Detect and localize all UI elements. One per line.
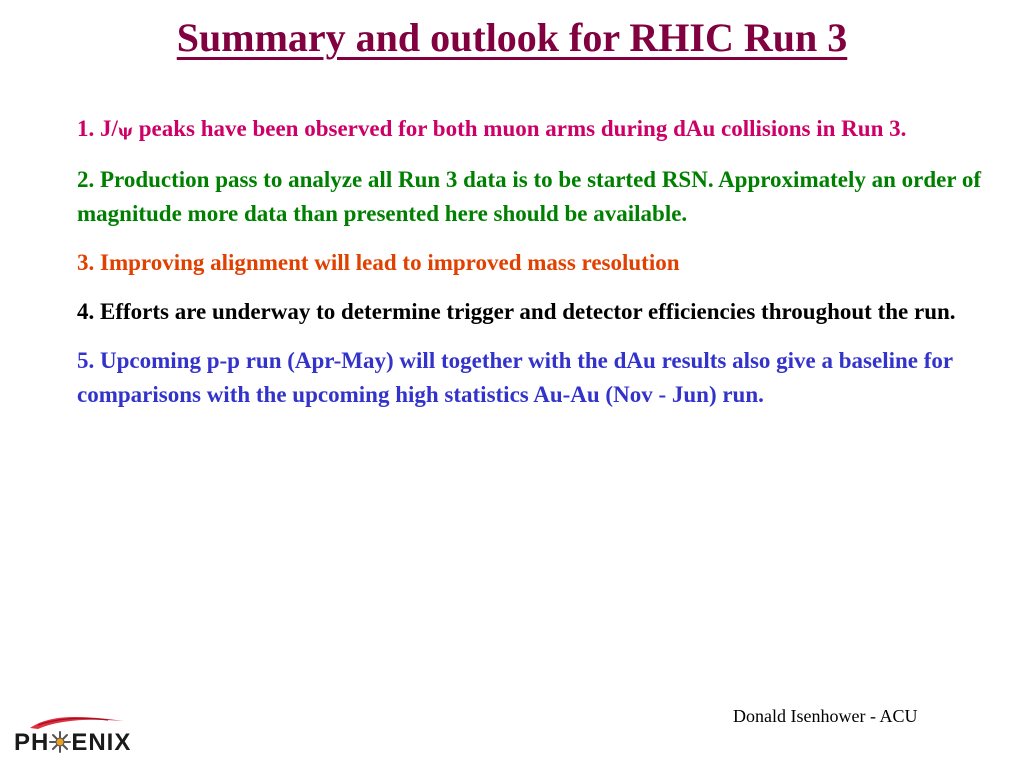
summary-point-4: 4. Efforts are underway to determine trigger and detector efficiencies throughout the run. [77,299,956,324]
slide-title-text: Summary and outlook for RHIC Run 3 [176,15,848,60]
summary-point-1 [77,112,997,148]
footer-author: Donald Isenhower - ACU [733,706,918,726]
point-1-prefix: 1. J/ [77,116,118,141]
slide-title [0,10,1024,66]
logo-wordmark [14,728,131,758]
logo-text-left: PH [14,729,50,756]
summary-list [77,112,997,427]
summary-point-2: 2. Production pass to analyze all Run 3 data is to be started RSN. Approximately an order of magnitude more data than presented here should be available. [77,167,982,226]
summary-point-5: 5. Upcoming p-p run (Apr-May) will together with the dAu results also give a baseline for comparisons with the upcoming high statistics Au-Au (Nov - Jun) run. [77,348,953,407]
psi-symbol: ψ [117,121,133,140]
point-1-text: peaks have been observed for both muon arms during dAu collisions in Run 3. [132,116,907,141]
phoenix-star-icon [49,731,71,753]
summary-point-3: 3. Improving alignment will lead to improved mass resolution [77,250,680,275]
logo-text-right: ENIX [71,729,132,756]
phenix-logo [14,712,144,762]
